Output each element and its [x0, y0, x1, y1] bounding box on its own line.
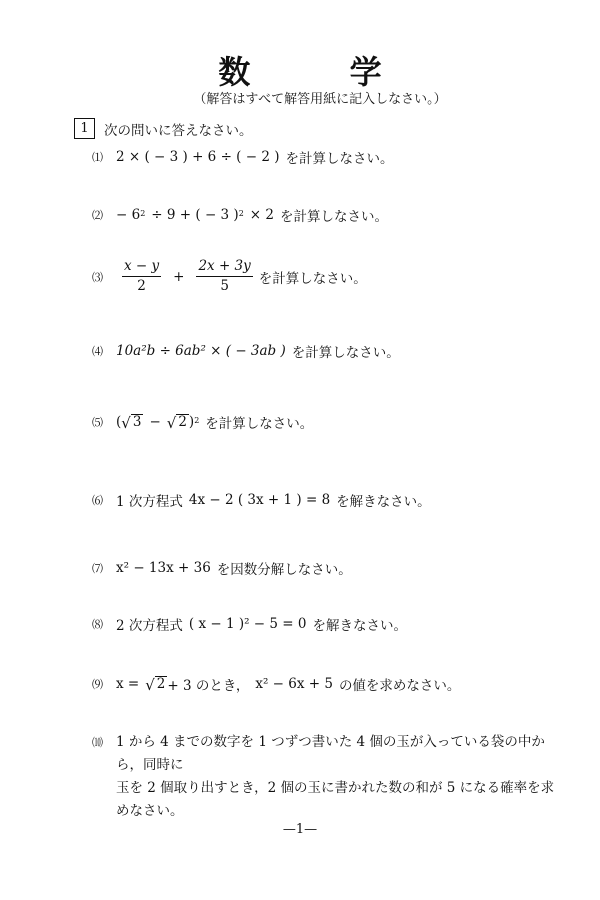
fraction — [122, 258, 161, 295]
exponent: 2 — [238, 208, 244, 218]
expression-part: − 6 — [116, 207, 141, 223]
question-number: ⑽ — [92, 736, 103, 749]
question-lead: 1 次方程式 — [116, 494, 183, 510]
question-6 — [92, 490, 431, 510]
question-5: ⑸ ( √ 3 − √ 2 ) $^2$ を計算しなさい。 — [92, 414, 314, 432]
radicand: 2 — [156, 676, 166, 692]
question-2 — [92, 205, 388, 225]
fraction-denominator: 2 — [137, 278, 146, 294]
expression-part: ÷ 9 + ( − 3 ) — [151, 207, 239, 223]
square-root: √ 2 — [145, 676, 166, 694]
section-number-box: 1 — [74, 118, 95, 139]
fraction-numerator: 2x + 3y — [196, 258, 252, 277]
question-text: を計算しなさい。 — [285, 151, 394, 167]
question-10 — [92, 731, 562, 823]
fraction — [196, 258, 252, 295]
question-8 — [92, 614, 407, 634]
question-text: の値を求めなさい。 — [338, 678, 461, 694]
question-1 — [92, 147, 393, 167]
question-3 — [92, 258, 367, 295]
expression: 10a²b ÷ 6ab² × ( − 3ab ) — [116, 343, 286, 359]
instructions-note: （解答はすべて解答用紙に記入しなさい。） — [193, 92, 447, 107]
question-4 — [92, 341, 400, 361]
operator: + — [173, 268, 185, 285]
question-7 — [92, 558, 352, 578]
radicand: 2 — [178, 414, 187, 430]
expression: 2 × ( − 3 ) + 6 ÷ ( − 2 ) — [116, 149, 280, 165]
question-number: ⑷ — [92, 345, 103, 358]
fraction-numerator: x − y — [122, 258, 161, 277]
question-number: ⑺ — [92, 562, 103, 575]
expression: 4x − 2 ( 3x + 1 ) = 8 — [188, 492, 331, 508]
expression: ( x − 1 )² − 5 = 0 — [188, 616, 307, 632]
question-text: を計算しなさい。 — [291, 345, 400, 361]
square-root: √ 3 — [121, 414, 142, 432]
radicand: 3 — [132, 414, 142, 430]
question-text: を計算しなさい。 — [258, 270, 367, 287]
question-text-line: 玉を 2 個取り出すとき，2 個の玉に書かれた数の和が 5 になる確率を求めなさい。 — [116, 780, 555, 819]
expression-part: × 2 — [249, 207, 274, 223]
expression-part: x = — [116, 676, 140, 692]
question-number: ⑼ — [92, 678, 103, 691]
section-instruction: 次の問いに答えなさい。 — [104, 122, 253, 139]
exponent: 2 — [194, 415, 200, 425]
question-number: ⑴ — [92, 151, 103, 164]
exponent: 2 — [140, 208, 146, 218]
expression: x² − 6x + 5 — [255, 676, 333, 692]
question-number: ⑸ — [92, 416, 103, 429]
question-text-block — [116, 731, 556, 823]
question-text: を因数分解しなさい。 — [216, 562, 352, 578]
question-number: ⑵ — [92, 209, 103, 222]
page-title: 数 学 — [218, 53, 426, 91]
question-number: ⑶ — [92, 270, 103, 284]
question-lead: 2 次方程式 — [116, 618, 183, 634]
fraction-denominator: 5 — [220, 278, 229, 294]
question-text: を解きなさい。 — [312, 618, 407, 634]
question-text: を計算しなさい。 — [280, 209, 388, 225]
question-number: ⑻ — [92, 618, 103, 631]
square-root: √ 2 — [166, 414, 187, 432]
question-text: を計算しなさい。 — [205, 416, 314, 432]
section-header — [74, 118, 253, 139]
question-text: を解きなさい。 — [336, 494, 431, 510]
question-text-line: 1 から 4 までの数字を 1 つずつ書いた 4 個の玉が入っている袋の中から，同時に — [116, 734, 545, 773]
question-9 — [92, 674, 460, 694]
expression-part: + 3 のとき， — [167, 678, 250, 694]
page-number: —1— — [282, 822, 318, 837]
expression: x² − 13x + 36 — [116, 560, 211, 576]
question-number: ⑹ — [92, 494, 103, 507]
